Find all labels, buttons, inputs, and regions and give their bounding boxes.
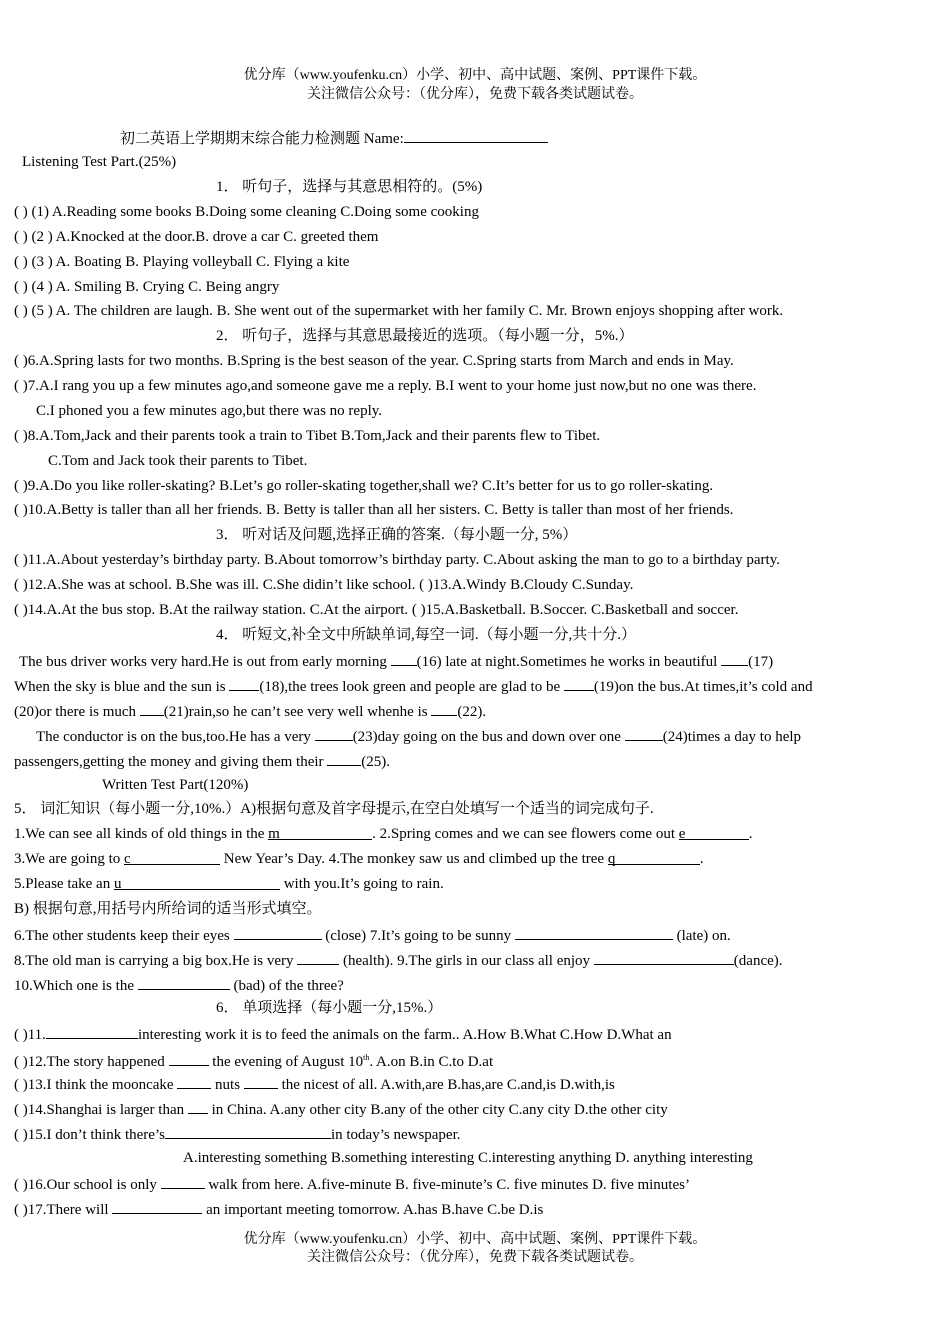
passage-text: (21)rain,so he can’t see very well whenhe is <box>163 704 428 720</box>
question-text: 5.Please take an <box>14 876 111 892</box>
question-3: ( ) (3 ) A. Boating B. Playing volleyball C. Flying a kite <box>14 254 350 270</box>
passage-text: (24)times a day to help <box>662 729 802 745</box>
question-text: . <box>699 851 704 867</box>
mc-question-11 <box>14 1024 948 1044</box>
blank-3 <box>124 850 220 865</box>
blank-14 <box>188 1099 208 1114</box>
superscript: th <box>363 1053 370 1062</box>
header-line-1: 优分库（www.youfenku.cn）小学、初中、高中试题、案例、PPT课件下载。 <box>243 68 707 83</box>
blank-12 <box>169 1051 209 1066</box>
blank-2 <box>679 825 749 840</box>
hint-letter: q <box>607 851 616 867</box>
question-text: ( )14.Shanghai is larger than <box>14 1102 185 1118</box>
question-text: ( )11. <box>14 1027 46 1043</box>
vocab-question-1-2 <box>14 825 948 843</box>
section-5-title: 5． 词汇知识（每小题一分,10%.）A)根据句意及首字母提示,在空白处填写一个适当的词完成句子. <box>14 801 654 817</box>
vocab-question-6-7 <box>14 925 948 945</box>
question-text: the nicest of all. A.with,are B.has,are C.and,is D.with,is <box>281 1077 615 1093</box>
blank-16-mc <box>161 1174 205 1189</box>
blank-8 <box>297 950 339 965</box>
question-text: ( )12.The story happened <box>14 1054 165 1070</box>
section-3-title: 3． 听对话及问题,选择正确的答案.（每小题一分, 5%） <box>216 527 578 543</box>
vocab-question-5 <box>14 875 948 893</box>
passage-text: passengers,getting the money and giving them their <box>14 754 324 770</box>
page-title <box>120 128 820 148</box>
passage-text: (23)day going on the bus and down over one <box>352 729 621 745</box>
question-text: the evening of August 10 <box>212 1054 364 1070</box>
passage-text: (17) <box>748 654 774 670</box>
section-6-title: 6． 单项选择（每小题一分,15%.） <box>216 1000 443 1016</box>
question-4: ( ) (4 ) A. Smiling B. Crying C. Being angry <box>14 279 280 295</box>
mc-question-15 <box>14 1124 948 1144</box>
question-2: ( ) (2 ) A.Knocked at the door.B. drove a car C. greeted them <box>14 229 379 245</box>
question-1: ( ) (1) A.Reading some books B.Doing some cleaning C.Doing some cooking <box>14 204 479 220</box>
header-line-2: 关注微信公众号：（优分库），免费下载各类试题试卷。 <box>307 87 643 102</box>
section-4-title: 4． 听短文,补全文中所缺单词,每空一词.（每小题一分,共十分.） <box>216 627 637 643</box>
question-12-13: ( )12.A.She was at school. B.She was ill. C.She didin’t like school. ( )13.A.Windy B.Cloudy C.Sunday. <box>14 577 634 593</box>
passage-text: (20)or there is much <box>14 704 137 720</box>
footer-line-2: 关注微信公众号：（优分库），免费下载各类试题试卷。 <box>307 1250 643 1265</box>
blank-16 <box>391 651 417 666</box>
question-text: nuts <box>215 1077 241 1093</box>
blank-4 <box>608 850 700 865</box>
blank-9 <box>594 950 734 965</box>
question-text: with you.It’s going to rain. <box>283 876 444 892</box>
passage-text: The bus driver works very hard.He is out from early morning <box>19 654 387 670</box>
hint-letter: u <box>113 876 122 892</box>
passage-line-1 <box>19 651 950 671</box>
question-7-option-c: C.I phoned you a few minutes ago,but there was no reply. <box>36 403 383 419</box>
question-text: 1.We can see all kinds of old things in the <box>14 826 265 842</box>
question-7: ( )7.A.I rang you up a few minutes ago,and someone gave me a reply. B.I went to your home just now,but no one was there. <box>14 378 757 394</box>
question-text: 6.The other students keep their eyes <box>14 928 230 944</box>
question-11: ( )11.A.About yesterday’s birthday party. B.About tomorrow’s birthday party. C.About asking the man to go to a birthday party. <box>14 552 780 568</box>
passage-line-5 <box>14 751 948 771</box>
blank-24 <box>625 726 663 741</box>
mc-question-13 <box>14 1074 948 1094</box>
blank-17 <box>721 651 748 666</box>
question-text: . A.on B.in C.to D.at <box>369 1054 494 1070</box>
question-text: ( )13.I think the mooncake <box>14 1077 174 1093</box>
hint-letter: c <box>124 851 131 867</box>
blank-23 <box>315 726 353 741</box>
question-6: ( )6.A.Spring lasts for two months. B.Spring is the best season of the year. C.Spring starts from March and ends in May. <box>14 353 734 369</box>
passage-text: (22). <box>457 704 487 720</box>
question-text: ( )17.There will <box>14 1202 109 1218</box>
blank-22 <box>431 701 457 716</box>
question-text: . 2.Spring comes and we can see flowers come out <box>372 826 675 842</box>
blank-10 <box>138 975 230 990</box>
hint-letter: e <box>678 826 686 842</box>
question-text: ( )16.Our school is only <box>14 1177 157 1193</box>
mc-question-12 <box>14 1049 948 1071</box>
question-5: ( ) (5 ) A. The children are laugh. B. She went out of the supermarket with her family C. Mr. Brown enjoys shopping after work. <box>14 303 784 319</box>
mc-question-17 <box>14 1199 948 1219</box>
question-text: . <box>748 826 753 842</box>
question-9: ( )9.A.Do you like roller-skating? B.Let’s go roller-skating together,shall we? C.It’s better for us to go roller-skating. <box>14 478 714 494</box>
passage-text: When the sky is blue and the sun is <box>14 679 226 695</box>
question-text: ( )15.I don’t think there’s <box>14 1127 165 1143</box>
section-2-title: 2． 听句子，选择与其意思最接近的选项。（每小题一分，5%.） <box>216 328 634 344</box>
question-text: (dance). <box>733 953 783 969</box>
question-text: in today’s newspaper. <box>330 1127 461 1143</box>
blank-17-mc <box>112 1199 202 1214</box>
question-8: ( )8.A.Tom,Jack and their parents took a train to Tibet B.Tom,Jack and their parents flew to Tibet. <box>14 428 601 444</box>
listening-heading: Listening Test Part.(25%) <box>22 154 177 170</box>
vocab-question-8-9 <box>14 950 948 970</box>
question-text: interesting work it is to feed the animals on the farm.. A.How B.What C.How D.What an <box>137 1027 672 1043</box>
blank-21 <box>140 701 164 716</box>
passage-line-3 <box>14 701 948 721</box>
question-text: (close) 7.It’s going to be sunny <box>325 928 512 944</box>
mc-question-15-options: A.interesting something B.something interesting C.interesting anything D. anything interesting <box>183 1150 753 1166</box>
blank-15 <box>165 1124 331 1139</box>
mc-question-16 <box>14 1174 948 1194</box>
question-text: in China. A.any other city B.any of the other city C.any city D.the other city <box>211 1102 668 1118</box>
question-text: New Year’s Day. 4.The monkey saw us and climbed up the tree <box>223 851 605 867</box>
passage-text: The conductor is on the bus,too.He has a very <box>36 729 311 745</box>
title-text: 初二英语上学期期末综合能力检测题 Name: <box>120 131 404 147</box>
vocab-question-10 <box>14 975 948 995</box>
question-text: an important meeting tomorrow. A.has B.have C.be D.is <box>206 1202 544 1218</box>
blank-11 <box>46 1024 138 1039</box>
footer-line-1: 优分库（www.youfenku.cn）小学、初中、高中试题、案例、PPT课件下载。 <box>243 1232 707 1247</box>
question-8-option-c: C.Tom and Jack took their parents to Tibet. <box>48 453 308 469</box>
blank-19 <box>564 676 594 691</box>
blank-5 <box>114 875 280 890</box>
passage-text: (18),the trees look green and people are glad to be <box>259 679 561 695</box>
question-text: 10.Which one is the <box>14 978 134 994</box>
blank-6 <box>234 925 322 940</box>
question-text: (late) on. <box>676 928 731 944</box>
question-text: walk from here. A.five-minute B. five-minute’s C. five minutes D. five minutes’ <box>208 1177 690 1193</box>
blank-18 <box>229 676 259 691</box>
question-text: (bad) of the three? <box>233 978 344 994</box>
blank-1 <box>268 825 372 840</box>
passage-text: (25). <box>361 754 391 770</box>
blank-13a <box>177 1074 211 1089</box>
passage-text: (19)on the bus.At times,it’s cold and <box>593 679 813 695</box>
passage-line-2 <box>14 676 948 696</box>
name-blank <box>404 128 548 143</box>
question-10: ( )10.A.Betty is taller than all her friends. B. Betty is taller than all her sisters. C. Betty is taller than most of her friends. <box>14 502 734 518</box>
section-1-title: 1． 听句子，选择与其意思相符的。(5%) <box>216 179 483 195</box>
question-text: (health). 9.The girls in our class all enjoy <box>343 953 591 969</box>
question-text: 8.The old man is carrying a big box.He is very <box>14 953 294 969</box>
hint-letter: m <box>268 826 280 842</box>
written-heading: Written Test Part(120%) <box>102 777 249 793</box>
passage-text: (16) late at night.Sometimes he works in beautiful <box>416 654 718 670</box>
passage-line-4 <box>36 726 948 746</box>
blank-25 <box>327 751 361 766</box>
mc-question-14 <box>14 1099 948 1119</box>
blank-13b <box>244 1074 278 1089</box>
part-b-title: B) 根据句意,用括号内所给词的适当形式填空。 <box>14 901 322 917</box>
vocab-question-3-4 <box>14 850 948 868</box>
question-text: 3.We are going to <box>14 851 121 867</box>
question-14-15: ( )14.A.At the bus stop. B.At the railway station. C.At the airport. ( )15.A.Basketball. B.Soccer. C.Basketball and soccer. <box>14 602 739 618</box>
blank-7 <box>515 925 673 940</box>
